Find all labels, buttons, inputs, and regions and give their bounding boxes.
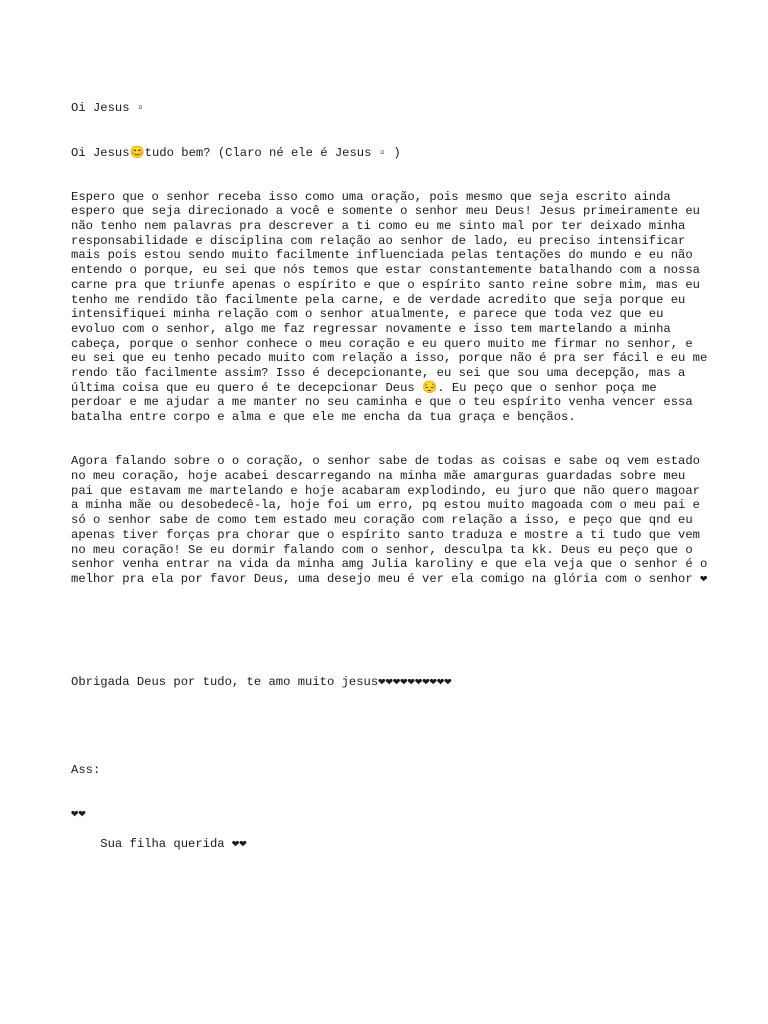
signature-line bbox=[71, 807, 711, 866]
spacer bbox=[71, 719, 711, 734]
thanks-line: Obrigada Deus por tudo, te amo muito jesus❤❤❤❤❤❤❤❤❤❤ bbox=[71, 674, 452, 689]
spacer bbox=[71, 616, 711, 645]
greeting-line-2: Oi Jesus😊tudo bem? (Claro né ele é Jesus ▫ ) bbox=[71, 145, 401, 160]
paragraph-heart: Agora falando sobre o o coração, o senhor sabe de todas as coisas e sabe oq vem estado no meu coração, hoje acabei descarregando na minha mãe amarguras guardadas sobre meu pai que estavam me martelando e hoje acabaram explodindo, eu juro que não quero magoar a minha mãe ou desobedecê-la, hoje foi um erro, pq estou muito magoada com o meu pai e só o senhor sabe de como tem estado meu coração com relação a isso, e peço que qnd eu apenas tiver forças pra chorar que o espírito santo traduza e mostre a ti tudo que vem no meu coração! Se eu dormir falando com o senhor, desculpa ta kk. Deus eu peço que o senhor venha entrar na vida da minha amg Julia karoliny e que ela veja que o senhor é o melhor pra ela por favor Deus, uma desejo meu é ver ela comigo na glória com o senhor ❤ bbox=[71, 454, 708, 586]
heart-icons: ❤❤ bbox=[71, 807, 86, 822]
letter-document bbox=[71, 72, 711, 881]
paragraph-prayer: Espero que o senhor receba isso como uma oração, pois mesmo que seja escrito ainda espero que seja direcionado a você e somente o senhor meu Deus! Jesus primeiramente eu não tenho nem palavras pra descrever a ti como eu me sinto mal por ter deixado minha responsabilidade e disciplina com relação ao senhor de lado, eu preciso intensificar mais pois estou sendo muito facilmente influenciada pelas tentações do mundo e eu não entendo o porque, eu sei que nós temos que estar constantemente batalhando com a nossa carne pra que triunfe apenas o espírito e que o espírito santo reine sobre mim, mas eu tenho me rendido tão facilmente pela carne, e de verdade acredito que seja porque eu intensifiquei minha relação com o senhor atualmente, e parece que toda vez que eu evoluo com o senhor, algo me faz regressar novamente e isso tem martelando a minha cabeça, porque o senhor conhece o meu coração e eu quero muito me firmar no senhor, e eu sei que eu tenho pecado muito com relação a isso, porque não é pra ser fácil e eu me rendo tão facilmente assim? Isso é decepcionante, eu sei que sou uma decepção, mas a última coisa que eu quero é te decepcionar Deus 😔. Eu peço que o senhor poça me perdoar e me ajudar a me manter no seu caminha e que o teu espírito venha vencer essa batalha entre corpo e alma e que ele me encha da tua graça e bençãos. bbox=[71, 189, 708, 425]
signature-label: Ass: bbox=[71, 763, 101, 778]
signature-text: Sua filha querida ❤❤ bbox=[100, 836, 247, 851]
greeting-line-1: Oi Jesus ▫ bbox=[71, 101, 145, 116]
